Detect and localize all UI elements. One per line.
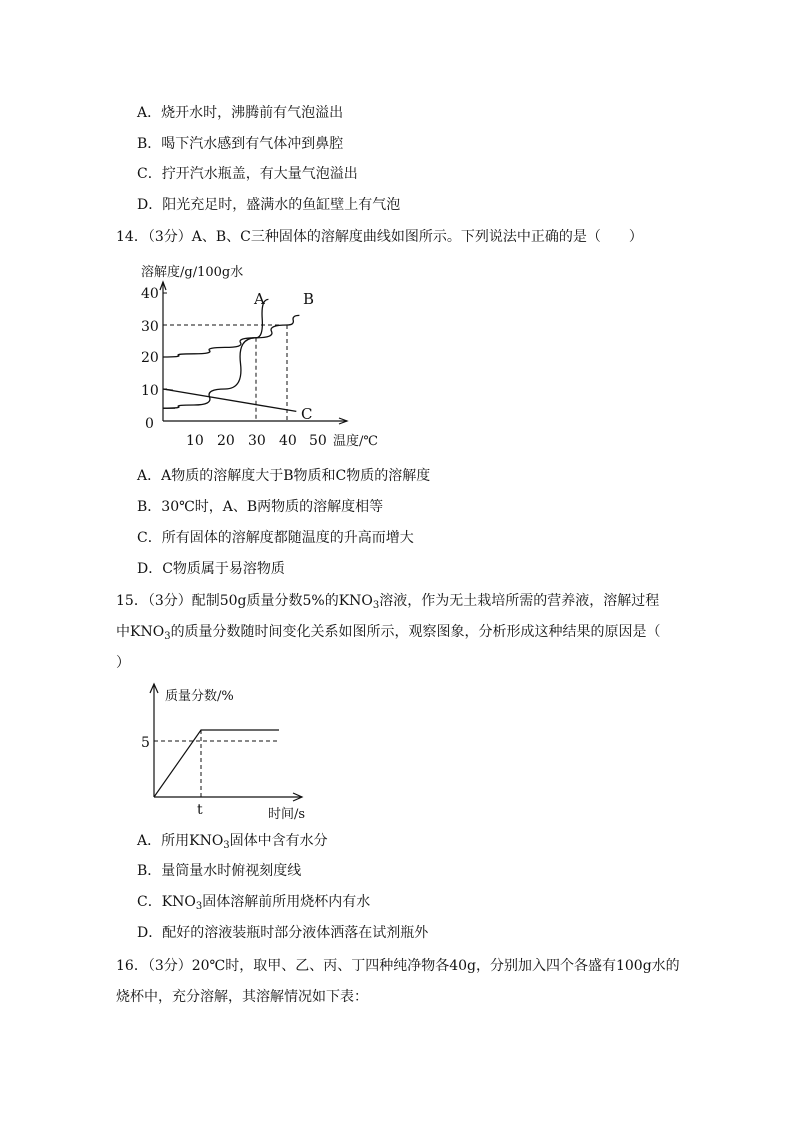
chart1-xtick-50: 50 [309,433,327,449]
q15-option-a-rest: 固体中含有水分 [229,833,328,849]
q15-stem-line1-a: 15．（3分）配制50g质量分数5%的KNO [116,593,373,609]
q13-option-b: B．喝下汽水感到有气体冲到鼻腔 [137,136,344,152]
q16-stem-line2: 烧杯中，充分溶解，其溶解情况如下表： [116,989,368,1005]
q16-stem-line1: 16．（3分）20℃时，取甲、乙、丙、丁四种纯净物各40g，分别加入四个各盛有100g水的 [116,958,680,974]
chart1-curve-b [163,315,299,357]
chart2-xtick-t: t [197,802,203,818]
chart1-ytick-30: 30 [141,319,159,335]
chart1-xtick-20: 20 [217,433,235,449]
q13-option-c: C．拧开汽水瓶盖，有大量气泡溢出 [137,166,358,182]
q15-stem-line1-b: 溶液，作为无土栽培所需的营养液，溶解过程 [379,593,660,609]
chart2-x-arrow [293,793,302,801]
chart1-ytick-40: 40 [141,286,159,302]
q14-option-b: B．30℃时，A、B两物质的溶解度相等 [137,499,384,515]
q15-option-c-rest: 固体溶解前所用烧杯内有水 [202,894,371,910]
q15-option-b: B．量筒量水时俯视刻度线 [137,863,302,879]
chart1-y-arrow [160,282,166,290]
subscript: 3 [372,600,380,611]
chart1-x-arrow [339,418,347,424]
chart2-ytick-5: 5 [141,735,150,751]
chart1-curve-a [163,299,268,408]
chart2-y-arrow [150,684,158,693]
q13-option-d: D．阳光充足时，盛满水的鱼缸壁上有气泡 [137,197,401,213]
q15-option-d: D．配好的溶液装瓶时部分液体洒落在试剂瓶外 [137,925,429,941]
q15-option-a [137,831,328,851]
chart1-xtick-10: 10 [186,433,204,449]
chart1-label-a: A [254,290,265,308]
q15-stem-line2-b: 的质量分数随时间变化关系如图所示，观察图象，分析形成这种结果的原因是（ [170,624,661,640]
chart1-line-c [163,389,296,411]
chart1-ylabel: 溶解度/g/100g水 [141,265,244,280]
chart1-ytick-10: 10 [141,383,159,399]
q14-option-c: C．所有固体的溶解度都随温度的升高而增大 [137,530,414,546]
q14-stem: 14．（3分）A、B、C三种固体的溶解度曲线如图所示。下列说法中正确的是（ ） [116,229,643,245]
subscript: 3 [195,901,203,912]
q15-option-c-text: C．KNO [137,894,196,910]
subscript: 3 [164,631,171,642]
chart1-line-c-start [163,389,173,390]
q15-stem-line2-a: 中KNO [116,624,165,640]
q14-option-a: A．A物质的溶解度大于B物质和C物质的溶解度 [137,468,431,484]
q13-option-a: A．烧开水时，沸腾前有气泡溢出 [137,105,344,121]
chart1-label-b: B [303,290,315,308]
chart1-xtick-40: 40 [279,433,297,449]
chart1-label-c: C [301,405,313,423]
q15-option-a-text: A．所用KNO [137,833,224,849]
chart1-xtick-30: 30 [248,433,266,449]
q15-stem-line1 [116,591,659,611]
q15-option-c [137,892,370,912]
chart2-xlabel: 时间/s [268,807,306,822]
chart2-series-line [154,730,279,797]
chart2-ylabel: 质量分数/% [165,689,234,704]
q15-stem-line2 [116,622,661,642]
chart1-ytick-20: 20 [141,350,159,366]
q14-option-d: D．C物质属于易溶物质 [137,561,285,577]
subscript: 3 [223,840,230,851]
chart1-ytick-0: 0 [145,416,154,432]
q15-stem-line3: ） [116,655,130,671]
chart1-xlabel: 温度/℃ [333,434,378,449]
